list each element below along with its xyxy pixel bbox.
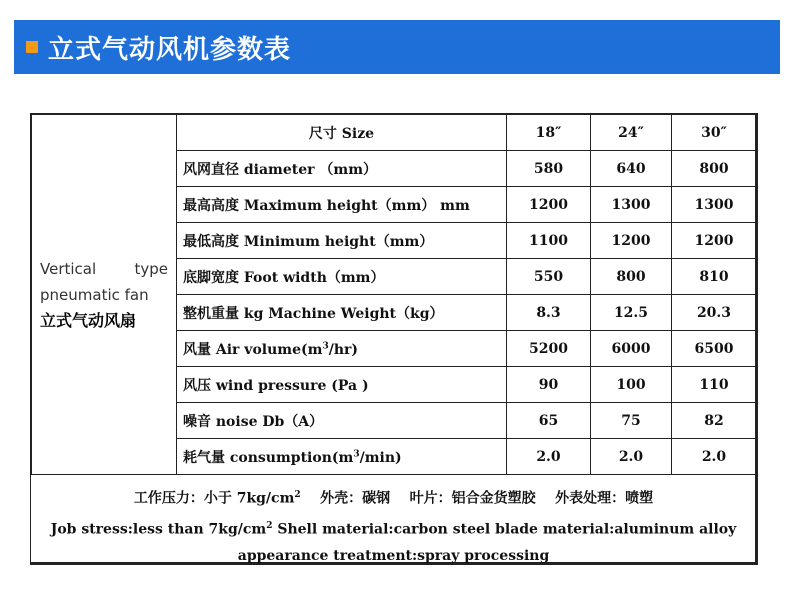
row-label: 风量 Air $volume(m^3/hr)$ [177, 331, 507, 367]
product-name-en-1b: type [134, 259, 168, 278]
page-title: 立式气动风机参数表 [48, 34, 292, 65]
header-size-18: 18″ [507, 115, 591, 151]
bullet-square-icon [26, 41, 38, 53]
footer-line-en-2: appearance treatment:spray processing [237, 548, 550, 565]
table-header-row [32, 115, 757, 151]
cell-value: 2.0 [672, 439, 757, 475]
cell-value: 65 [507, 403, 591, 439]
cell-value: 110 [672, 367, 757, 403]
cell-value: 20.3 [672, 295, 757, 331]
product-name-cn: 立式气动风扇 [40, 310, 137, 330]
product-name-en-2: pneumatic fan [40, 285, 149, 304]
row-label: 噪音 noise Db（A） [177, 403, 507, 439]
cell-value: 1200 [672, 223, 757, 259]
cell-value: 1200 [507, 187, 591, 223]
spec-sheet [30, 113, 758, 565]
cell-value: 82 [672, 403, 757, 439]
cell-value: 1300 [672, 187, 757, 223]
row-label: 耗气量 $consumption(m^3/\min)$ [177, 439, 507, 475]
title-banner [14, 20, 780, 74]
cell-value: 1300 [591, 187, 672, 223]
row-label: 整机重量 kg Machine Weight（kg） [177, 295, 507, 331]
product-name-cell [32, 115, 177, 475]
cell-value: 1100 [507, 223, 591, 259]
cell-value: 100 [591, 367, 672, 403]
row-label: 最低高度 Minimum height（mm） [177, 223, 507, 259]
product-name-en-1a: Vertical [40, 259, 97, 278]
row-label: 最高高度 Maximum height（mm） mm [177, 187, 507, 223]
cell-value: 8.3 [507, 295, 591, 331]
cell-value: 6000 [591, 331, 672, 367]
row-label: 底脚宽度 Foot width（mm） [177, 259, 507, 295]
footer-line-cn: 工作压力：小于 $7kg/cm^2$ 外壳：碳钢 叶片：铝合金货塑胶 外表处理：喷塑 [133, 490, 654, 507]
cell-value: 2.0 [591, 439, 672, 475]
cell-value: 12.5 [591, 295, 672, 331]
cell-value: 1200 [591, 223, 672, 259]
cell-value: 810 [672, 259, 757, 295]
header-size-label: 尺寸 Size [177, 115, 507, 151]
cell-value: 580 [507, 151, 591, 187]
cell-value: 800 [591, 259, 672, 295]
cell-value: 5200 [507, 331, 591, 367]
footer-line-en-1: Job stress:less than $7kg/cm^2$ Shell material:carbon steel blade material:aluminum alloy [50, 520, 737, 538]
cell-value: 550 [507, 259, 591, 295]
spec-table [31, 114, 757, 475]
header-size-30: 30″ [672, 115, 757, 151]
cell-value: 640 [591, 151, 672, 187]
cell-value: 800 [672, 151, 757, 187]
cell-value: 75 [591, 403, 672, 439]
row-label: 风网直径 diameter （mm） [177, 151, 507, 187]
header-size-24: 24″ [591, 115, 672, 151]
spec-footer [31, 482, 756, 570]
cell-value: 2.0 [507, 439, 591, 475]
cell-value: 6500 [672, 331, 757, 367]
cell-value: 90 [507, 367, 591, 403]
row-label: 风压 wind pressure (Pa ) [177, 367, 507, 403]
